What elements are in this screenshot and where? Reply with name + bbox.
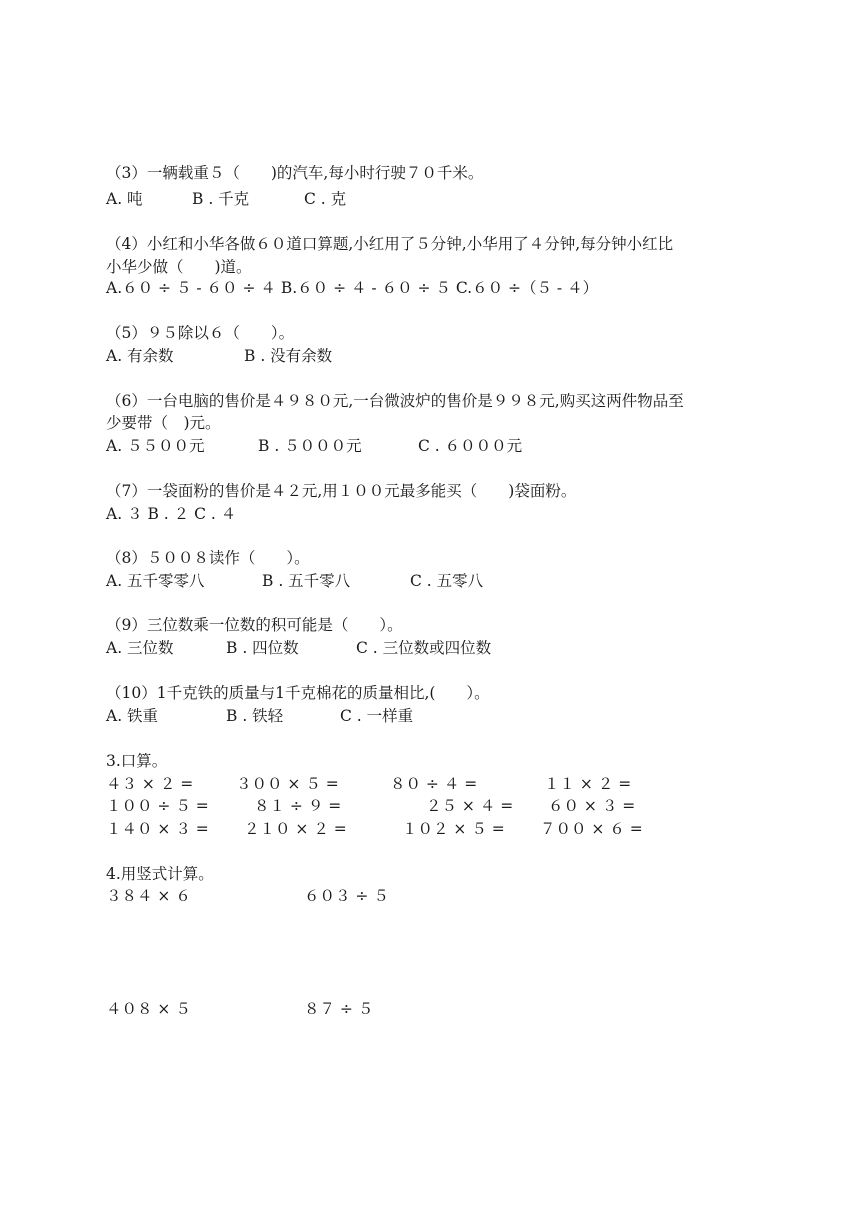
oral-problem: １００ ÷ ５ = — [106, 797, 209, 815]
question-6-stem-line1: （6）一台电脑的售价是４９８０元,一台微波炉的售价是９９８元,购买这两件物品至 — [106, 392, 684, 410]
question-10-stem: （10）1千克铁的质量与1千克棉花的质量相比,( ）。 — [106, 684, 490, 702]
oral-problem: １０２ × ５ = — [402, 820, 505, 838]
oral-arithmetic-heading: 3.口算。 — [106, 752, 168, 770]
question-3-stem: （3）一辆载重５（ )的汽车,每小时行驶７０千米。 — [106, 164, 484, 182]
question-10-option-c: C . 一样重 — [340, 707, 414, 725]
question-8-option-c: C . 五零八 — [410, 572, 484, 590]
question-10-option-a: A. 铁重 — [106, 707, 159, 725]
question-9-stem: （9）三位数乘一位数的积可能是（ ）。 — [106, 616, 403, 634]
oral-problem: ３００ × ５ = — [236, 775, 339, 793]
oral-problem: ８１ ÷ ９ = — [254, 797, 342, 815]
question-3-option-b: B . 千克 — [192, 190, 250, 208]
question-9-option-b: B . 四位数 — [226, 639, 299, 657]
question-4-options: A.６０ ÷ ５ - ６０ ÷ ４ B.６０ ÷ ４ - ６０ ÷ ５ C.６０ ÷（５ - ４） — [106, 279, 599, 297]
question-6-option-a: A. ５５００元 — [106, 437, 205, 455]
question-7-options: A. ３ B . ２ C . ４ — [106, 505, 237, 523]
question-8-option-a: A. 五千零零八 — [106, 572, 205, 590]
vertical-problem: ６０３ ÷ ５ — [304, 887, 389, 905]
question-5-option-a: A. 有余数 — [106, 347, 174, 365]
oral-problem: ７００ × ６ = — [540, 820, 643, 838]
question-9-option-a: A. 三位数 — [106, 639, 174, 657]
question-3-option-c: C . 克 — [304, 190, 347, 208]
vertical-calculation-heading: 4.用竖式计算。 — [106, 865, 214, 883]
question-6-option-c: C . ６０００元 — [418, 437, 523, 455]
oral-problem: １４０ × ３ = — [106, 820, 209, 838]
question-9-option-c: C . 三位数或四位数 — [356, 639, 492, 657]
vertical-problem: ４０８ × ５ — [106, 1000, 191, 1018]
question-8-option-b: B . 五千零八 — [262, 572, 351, 590]
question-7-stem: （7）一袋面粉的售价是４２元,用１００元最多能买（ )袋面粉。 — [106, 482, 577, 500]
vertical-problem: ３８４ × ６ — [106, 887, 191, 905]
question-10-option-b: B . 铁轻 — [226, 707, 284, 725]
question-5-stem: （5）９５除以６（ ）。 — [106, 324, 295, 342]
question-5-option-b: B . 没有余数 — [244, 347, 333, 365]
question-6-stem-line2: 少要带（ )元。 — [106, 414, 221, 432]
oral-problem: ８０ ÷ ４ = — [390, 775, 478, 793]
oral-problem: ２１０ × ２ = — [244, 820, 347, 838]
vertical-problem: ８７ ÷ ５ — [304, 1000, 374, 1018]
oral-problem: １１ × ２ = — [544, 775, 632, 793]
question-4-stem-line2: 小华少做（ )道。 — [106, 258, 252, 276]
question-8-stem: （8）５００８读作（ ）。 — [106, 549, 310, 567]
question-4-stem-line1: （4）小红和小华各做６０道口算题,小红用了５分钟,小华用了４分钟,每分钟小红比 — [106, 235, 674, 253]
oral-problem: ２５ × ４ = — [426, 797, 514, 815]
oral-problem: ６０ × ３ = — [548, 797, 636, 815]
oral-problem: ４３ × ２ = — [106, 775, 194, 793]
question-6-option-b: B . ５０００元 — [258, 437, 362, 455]
question-3-option-a: A. 吨 — [106, 190, 143, 208]
